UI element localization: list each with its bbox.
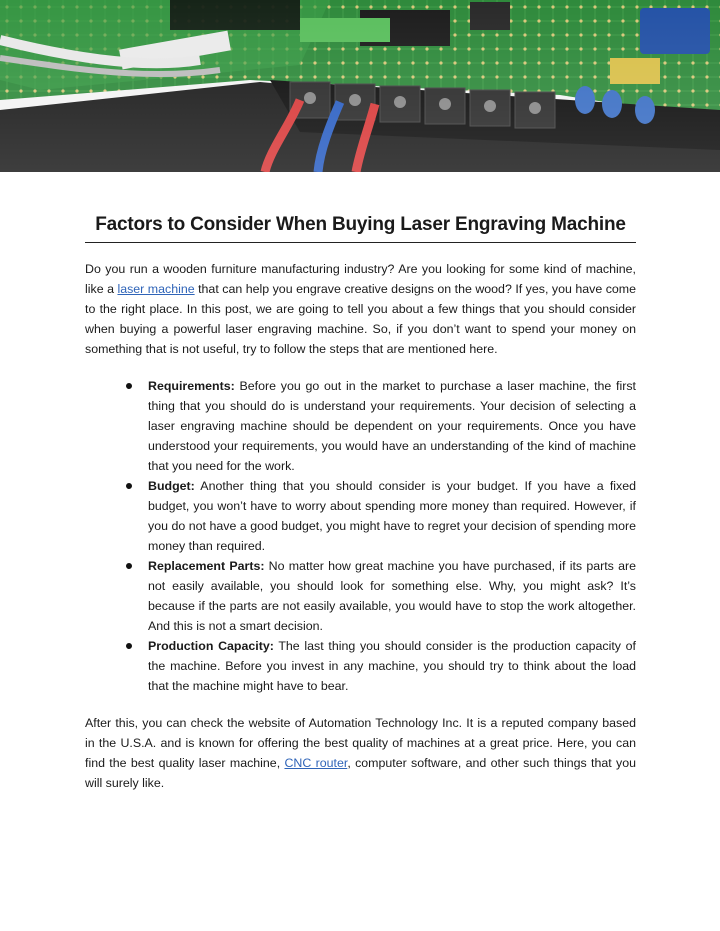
factor-text: Before you go out in the market to purchase a laser machine, the first thing that you should do is understand your requirements. Your decision of selecting a laser engraving machine should be dependent on your requirements. Once you have understood your requirements, you would have an understanding of the kind of machine that you need for the work. — [148, 379, 636, 473]
factor-label: Requirements: — [148, 379, 235, 393]
bullet-icon — [126, 563, 132, 569]
factor-label: Production Capacity: — [148, 639, 274, 653]
closing-paragraph — [85, 713, 636, 793]
intro-text-1: Do you run a wooden furniture manufacturing industry? Are you looking for some kind of machine, like a — [85, 262, 636, 296]
list-item-budget — [148, 476, 636, 556]
factors-list — [85, 376, 636, 696]
factor-text: Another thing that you should consider is your budget. If you have a fixed budget, you won’t have to worry about spending more money than required. However, if you do not have a good budget, you might have to regret your decision of spending more money than required. — [148, 479, 636, 553]
closing-text-1: After this, you can check the website of Automation Technology Inc. It is a reputed company based in the U.S.A. and is known for offering the best quality of machines at a great price. Here, you can find the best quality laser machine, — [85, 716, 636, 770]
page-title: Factors to Consider When Buying Laser Engraving Machine — [85, 214, 636, 243]
list-item-replacement-parts — [148, 556, 636, 636]
list-item-requirements — [148, 376, 636, 476]
bullet-icon — [126, 383, 132, 389]
document-body — [85, 214, 636, 793]
list-item-production-capacity — [148, 636, 636, 696]
bullet-icon — [126, 643, 132, 649]
intro-text-2: that can help you engrave creative designs on the wood? If yes, you have come to the right place. In this post, we are going to tell you about a few things that you should consider when buying a powerful laser engraving machine. So, if you don’t want to spend your money on something that is not useful, try to follow the steps that are mentioned here. — [85, 282, 636, 356]
circuit-board-photo-icon — [0, 0, 720, 172]
factor-text: The last thing you should consider is the production capacity of the machine. Before you invest in any machine, you should try to think about the load that the machine might have to bear. — [148, 639, 637, 693]
hero-image — [0, 0, 720, 172]
intro-paragraph — [85, 259, 636, 359]
cnc-router-link[interactable]: CNC router — [284, 756, 348, 770]
factor-text: No matter how great machine you have purchased, if its parts are not easily available, you should look for something else. Why, you might ask? It’s because if the parts are not easily available, you would have to stop the work altogether. And this is not a smart decision. — [148, 559, 636, 633]
laser-machine-link[interactable]: laser machine — [117, 282, 195, 296]
factor-label: Replacement Parts: — [148, 559, 265, 573]
bullet-icon — [126, 483, 132, 489]
factor-label: Budget: — [148, 479, 195, 493]
closing-text-2: , computer software, and other such things that you will surely like. — [85, 756, 636, 790]
